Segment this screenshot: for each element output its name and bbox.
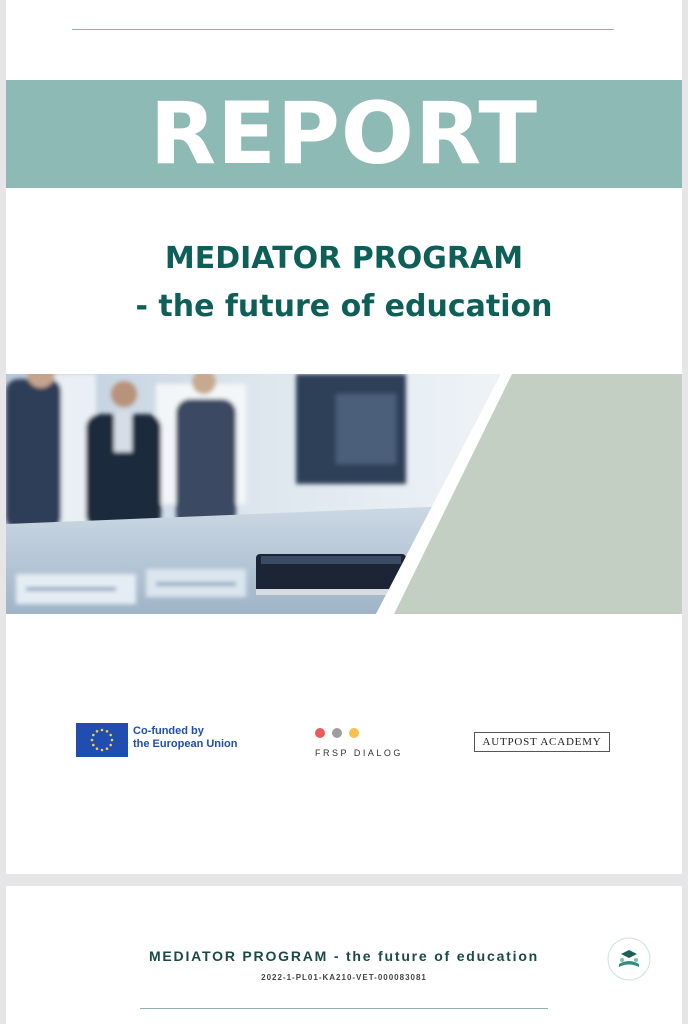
eu-line2: the European Union: [133, 738, 238, 750]
top-divider: [72, 29, 614, 30]
eu-line1: Co-funded by: [133, 725, 204, 737]
cover-title-line2: - the future of education: [135, 289, 553, 324]
report-heading: REPORT: [149, 84, 539, 184]
footer-page: [6, 886, 682, 1024]
bottom-divider: [140, 1008, 548, 1009]
autpost-academy-logo: AUTPOST ACADEMY: [474, 732, 610, 752]
frsp-label: FRSP DIALOG: [315, 748, 403, 758]
footer-title: MEDIATOR PROGRAM - the future of education: [148, 948, 540, 964]
mediator-program-badge-icon: [606, 936, 652, 982]
cover-photo: [6, 374, 682, 614]
report-banner: [6, 80, 682, 188]
cover-page: [6, 0, 682, 874]
frsp-dialog-logo: [315, 725, 435, 758]
eu-flag-icon: [76, 723, 128, 757]
grey-dot-icon: [332, 728, 342, 738]
project-code: 2022-1-PL01-KA210-VET-000083081: [261, 973, 427, 982]
cover-title-line1: MEDIATOR PROGRAM: [164, 241, 524, 276]
yellow-dot-icon: [349, 728, 359, 738]
eu-cofunded-label: [133, 725, 238, 751]
partner-logos: [6, 715, 682, 765]
red-dot-icon: [315, 728, 325, 738]
